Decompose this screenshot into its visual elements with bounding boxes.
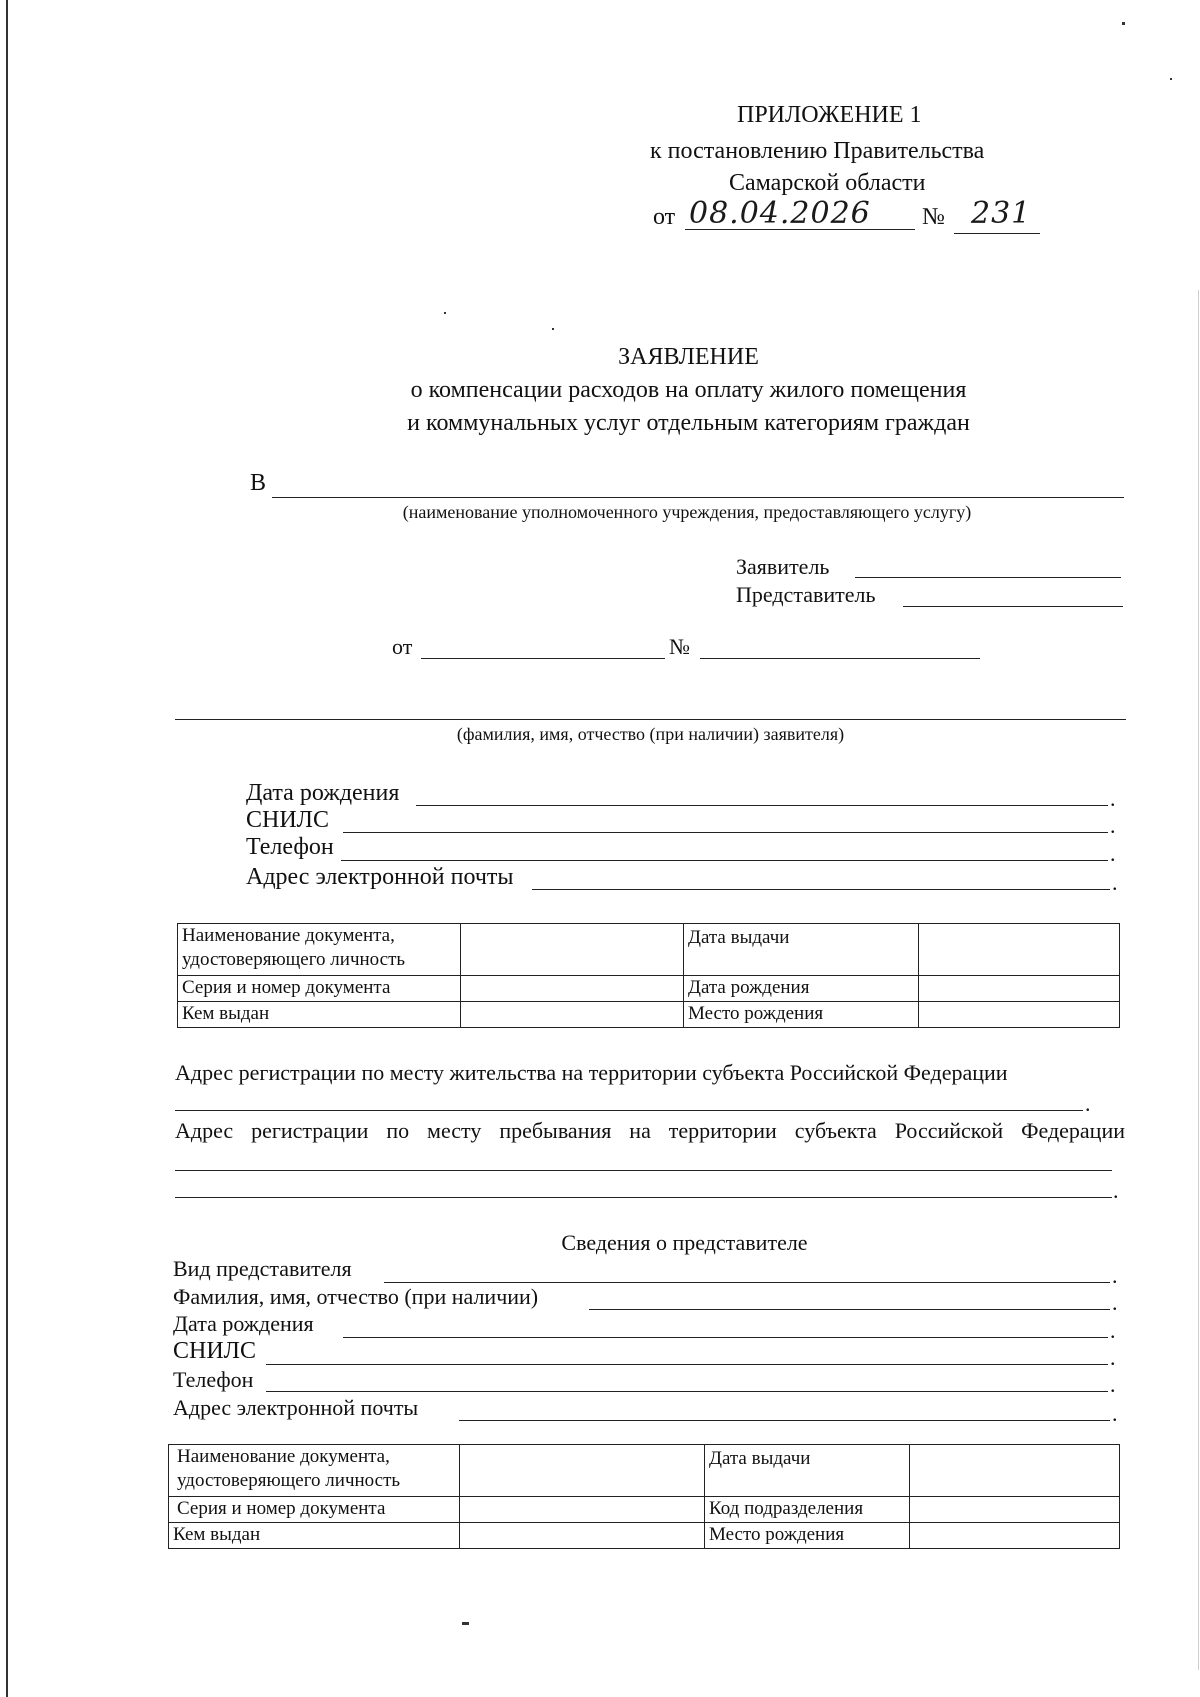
appendix-resolution: к постановлению Правительства: [650, 138, 985, 164]
table-cell: Серия и номер документа: [178, 976, 461, 1002]
table-cell: Наименование документа, удостоверяющего личность: [169, 1445, 460, 1497]
applicant-phone-label: Телефон: [246, 834, 334, 860]
applicant-birth-date-field[interactable]: [416, 805, 1108, 806]
document-heading: ЗАЯВЛЕНИЕ: [618, 344, 759, 370]
applicant-phone-field[interactable]: [341, 860, 1108, 861]
stay-address-field-1[interactable]: [175, 1170, 1112, 1171]
representative-section-title: Сведения о представителе: [561, 1230, 808, 1255]
rep-email-label: Адрес электронной почты: [173, 1395, 419, 1420]
resolution-number: 231: [971, 196, 1032, 231]
table-cell-input[interactable]: [919, 976, 1120, 1002]
scan-speck: [1122, 22, 1125, 25]
table-cell: Серия и номер документа: [169, 1497, 460, 1523]
table-cell: Место рождения: [684, 1002, 919, 1028]
addressee-caption: (наименование уполномоченного учреждения, предоставляющего услугу): [402, 502, 972, 522]
table-cell: Кем выдан: [178, 1002, 461, 1028]
table-cell: Дата выдачи: [684, 924, 919, 976]
registration-number-sign: №: [669, 634, 690, 659]
representative-document-table: [168, 1444, 1120, 1549]
appendix-title: ПРИЛОЖЕНИЕ 1: [737, 102, 922, 128]
rep-kind-label: Вид представителя: [173, 1256, 352, 1281]
registration-number-field[interactable]: [700, 658, 980, 659]
registration-date-field[interactable]: [421, 658, 665, 659]
document-subtitle-2: и коммунальных услуг отдельным категориям граждан: [407, 410, 970, 436]
page-edge-left: [6, 0, 8, 1697]
stay-address-field-2[interactable]: [175, 1197, 1112, 1198]
table-cell-input[interactable]: [461, 924, 684, 976]
table-cell-input[interactable]: [910, 1497, 1120, 1523]
applicant-birth-date-label: Дата рождения: [246, 780, 400, 806]
table-cell-input[interactable]: [461, 976, 684, 1002]
table-cell: Кем выдан: [169, 1523, 460, 1549]
table-cell: Наименование документа, удостоверяющего личность: [178, 924, 461, 976]
registration-from: от: [392, 634, 413, 659]
rep-kind-field[interactable]: [384, 1282, 1110, 1283]
addressee-prefix: В: [250, 470, 267, 496]
rep-fio-field[interactable]: [589, 1309, 1110, 1310]
table-cell-input[interactable]: [461, 1002, 684, 1028]
applicant-snils-label: СНИЛС: [246, 807, 329, 833]
residence-address-field[interactable]: [175, 1110, 1083, 1111]
scan-speck: [462, 1622, 469, 1625]
addressee-field[interactable]: [272, 497, 1124, 498]
table-cell-input[interactable]: [919, 1002, 1120, 1028]
rep-fio-label: Фамилия, имя, отчество (при наличии): [173, 1284, 539, 1309]
table-cell: Дата рождения: [684, 976, 919, 1002]
applicant-fio-field[interactable]: [175, 719, 1126, 720]
stay-address-label: Адрес регистрации по месту пребывания на территории субъекта Российской Федерации: [175, 1118, 1125, 1143]
scan-speck: [1170, 78, 1172, 80]
number-sign: №: [922, 204, 945, 230]
table-cell-input[interactable]: [460, 1523, 705, 1549]
residence-address-label: Адрес регистрации по месту жительства на территории субъекта Российской Федерации: [175, 1060, 1008, 1085]
table-cell: Дата выдачи: [705, 1445, 910, 1497]
role-applicant: Заявитель: [736, 554, 830, 579]
rep-email-field[interactable]: [459, 1420, 1110, 1421]
role-representative: Представитель: [736, 582, 876, 607]
rep-snils-label: СНИЛС: [173, 1338, 256, 1364]
rep-snils-field[interactable]: [266, 1364, 1108, 1365]
table-cell-input[interactable]: [910, 1523, 1120, 1549]
date-prefix: от: [653, 204, 676, 230]
applicant-email-field[interactable]: [532, 889, 1110, 890]
resolution-date: 08.04.2026: [689, 196, 871, 231]
rep-phone-field[interactable]: [266, 1391, 1108, 1392]
table-cell-input[interactable]: [460, 1497, 705, 1523]
table-cell-input[interactable]: [910, 1445, 1120, 1497]
table-cell: Код подразделения: [705, 1497, 910, 1523]
applicant-snils-field[interactable]: [343, 832, 1108, 833]
page-edge-right: [1198, 290, 1199, 1670]
appendix-region: Самарской области: [729, 170, 926, 196]
applicant-fio-caption: (фамилия, имя, отчество (при наличии) заявителя): [456, 724, 845, 744]
role-representative-field[interactable]: [903, 606, 1123, 607]
table-cell-input[interactable]: [460, 1445, 705, 1497]
rep-birth-date-label: Дата рождения: [173, 1311, 314, 1336]
scan-speck: [552, 328, 554, 330]
rep-birth-date-field[interactable]: [343, 1337, 1108, 1338]
applicant-email-label: Адрес электронной почты: [246, 864, 514, 890]
document-subtitle-1: о компенсации расходов на оплату жилого помещения: [410, 377, 967, 403]
scan-speck: [444, 312, 446, 314]
table-cell: Место рождения: [705, 1523, 910, 1549]
rep-phone-label: Телефон: [173, 1367, 254, 1392]
applicant-document-table: [177, 923, 1120, 1028]
table-cell-input[interactable]: [919, 924, 1120, 976]
role-applicant-field[interactable]: [855, 577, 1121, 578]
